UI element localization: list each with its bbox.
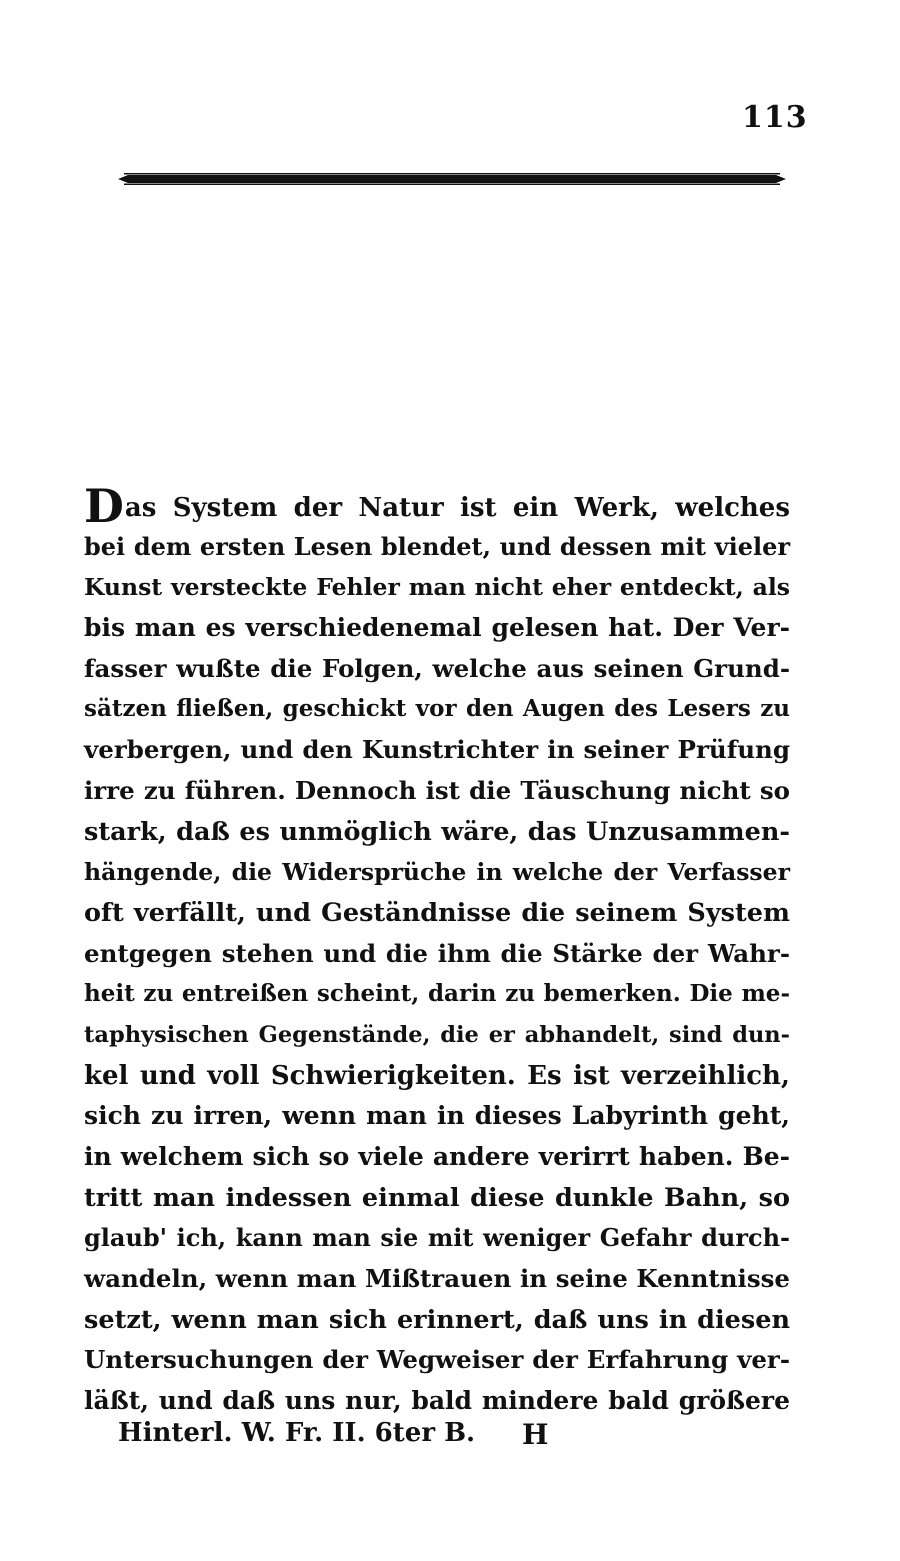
- text-line: bei dem ersten Lesen blendet, und dessen mit vieler: [84, 531, 790, 561]
- text-line: bis man es verschiedenemal gelesen hat. Der Ver-: [84, 613, 790, 643]
- header-rule: [116, 172, 788, 186]
- text-line: hängende, die Widersprüche in welche der Verfasser: [84, 858, 790, 887]
- text-line: wandeln, wenn man Mißtrauen in seine Kenntnisse: [84, 1264, 790, 1294]
- text-line: sich zu irren, wenn man in dieses Labyrinth geht,: [84, 1101, 790, 1131]
- text-line: glaub' ich, kann man sie mit weniger Gefahr durch-: [84, 1223, 790, 1253]
- text-line: stark, daß es unmöglich wäre, das Unzusammen-: [84, 816, 790, 847]
- text-line: taphysischen Gegenstände, die er abhandelt, sind dun-: [84, 1021, 790, 1048]
- text-line: setzt, wenn man sich erinnert, daß uns in diesen: [84, 1304, 790, 1335]
- text-line: oft verfällt, und Geständnisse die seinem System: [84, 897, 790, 928]
- text-line: tritt man indessen einmal diese dunkle Bahn, so: [84, 1182, 790, 1213]
- drop-cap: D: [84, 479, 124, 533]
- text-line: Untersuchungen der Wegweiser der Erfahrung ver-: [84, 1345, 790, 1375]
- text-line: Kunst versteckte Fehler man nicht eher entdeckt, als: [84, 573, 790, 602]
- text-line: entgegen stehen und die ihm die Stärke der Wahr-: [84, 938, 790, 968]
- text-line: verbergen, und den Kunstrichter in seiner Prüfung: [84, 735, 790, 765]
- text-line: läßt, und daß uns nur, bald mindere bald größere: [84, 1386, 790, 1416]
- first-line-text: as System der Natur ist ein Werk, welches: [124, 493, 790, 523]
- body-text: [84, 479, 790, 1422]
- text-line: heit zu entreißen scheint, darin zu bemerken. Die me-: [84, 980, 790, 1008]
- text-line: kel und voll Schwierigkeiten. Es ist verzeihlich,: [84, 1060, 790, 1091]
- text-line: fasser wußte die Folgen, welche aus seinen Grund-: [84, 653, 790, 683]
- signature-mark: H: [522, 1418, 549, 1451]
- page-number: 113: [742, 100, 808, 135]
- text-line: [84, 479, 790, 533]
- text-line: sätzen fließen, geschickt vor den Augen des Lesers zu: [84, 695, 790, 723]
- text-line: irre zu führen. Dennoch ist die Täuschung nicht so: [84, 775, 790, 805]
- footer-signature-line: Hinterl. W. Fr. II. 6ter B.: [118, 1418, 476, 1448]
- text-line: in welchem sich so viele andere verirrt haben. Be-: [84, 1142, 790, 1171]
